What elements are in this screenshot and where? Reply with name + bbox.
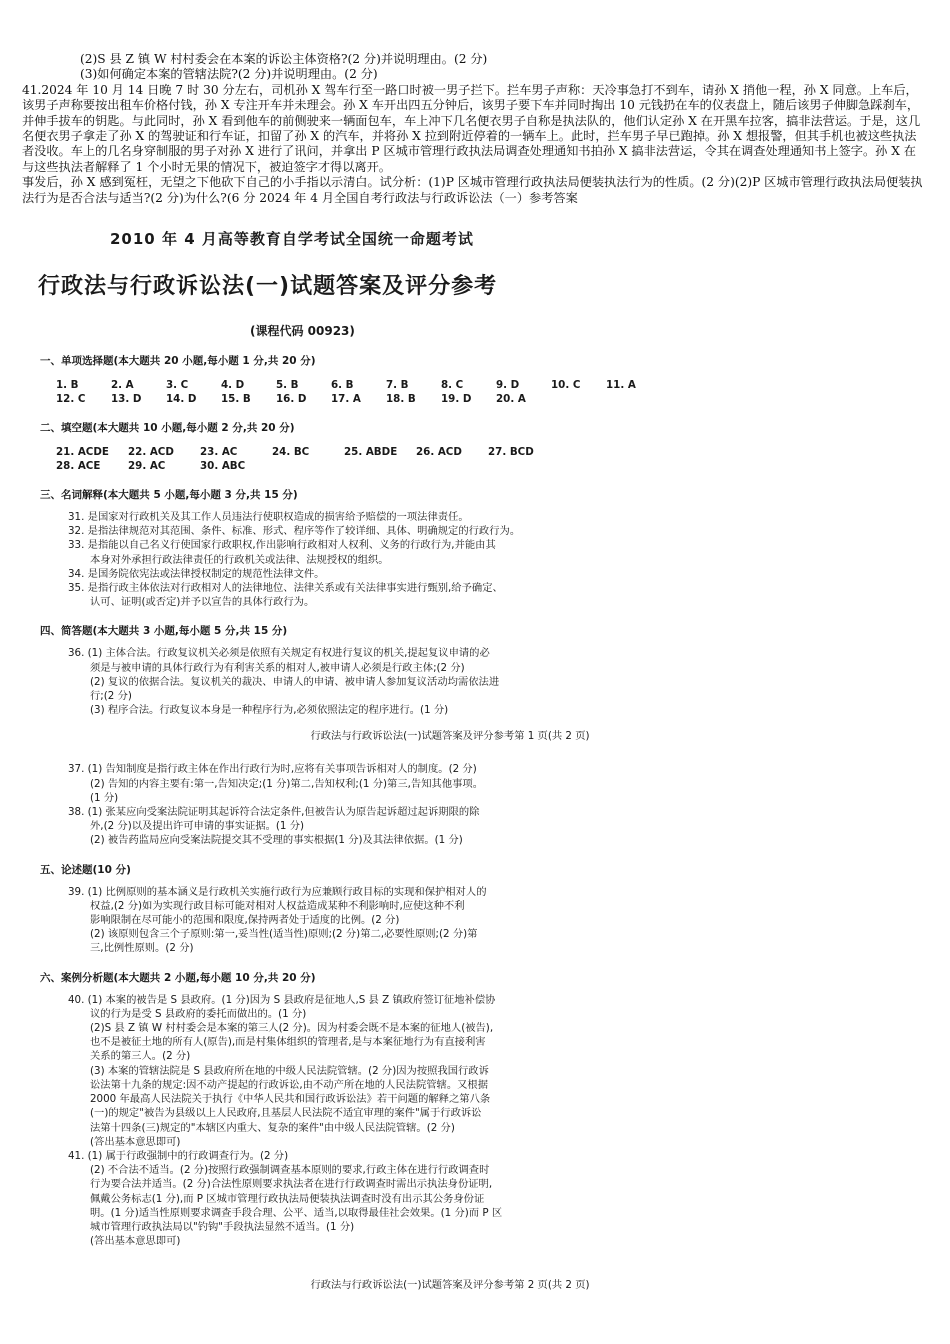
answer-34: 34. 是国务院依宪法或法律授权制定的规范性法律文件。	[68, 567, 325, 580]
answer-36-1: 36. (1) 主体合法。行政复议机关必须是依照有关规定有权进行复议的机关,提起复议申请的必	[68, 647, 490, 660]
answer-40-3-cont: 讼法第十九条的规定:因不动产提起的行政诉讼,由不动产所在地的人民法院管辖。又根据	[90, 1078, 489, 1091]
answer-36-1-cont: 须是与被申请的具体行政行为有利害关系的相对人,被申请人必须是行政主体;(2 分)	[90, 661, 465, 674]
course-code: (课程代码 00923)	[250, 324, 355, 338]
answer: 12. C	[56, 393, 86, 405]
answer-40-2-cont2: 关系的第三人。(2 分)	[90, 1050, 191, 1063]
answer: 24. BC	[272, 446, 310, 458]
answer-40-2-cont: 也不是被征土地的所有人(原告),而是村集体组织的管理者,是与本案征地行为有直接利害	[90, 1036, 486, 1049]
answer-36-3: (3) 程序合法。行政复议本身是一种程序行为,必须依照法定的程序进行。(1 分)	[90, 704, 449, 717]
section-heading-terms: 三、名词解释(本大题共 5 小题,每小题 3 分,共 15 分)	[40, 489, 298, 501]
answer: 17. A	[331, 393, 361, 405]
question-41-prompt: 事发后，孙 X 感到冤枉，无望之下他砍下自己的小手指以示清白。试分析：(1)P 区城市管理行政执法局便装执法行为的性质。(2 分)(2)P 区城市管理行政执法局便装执法行为是否合法与适当?(2 分)为什么?(6 分 2024 年 4 月全国自考行政法与行政诉讼法（一）参考答案	[22, 175, 923, 205]
answer-37-2: (2) 告知的内容主要有:第一,告知决定;(1 分)第二,告知权利;(1 分)第三,告知其他事项。	[90, 777, 484, 790]
answer: 10. C	[551, 379, 581, 391]
answer: 15. B	[221, 393, 251, 405]
question-41-case: 41.2024 年 10 月 14 日晚 7 时 30 分左右，司机孙 X 驾车行至一路口时被一男子拦下。拦车男子声称：天冷事急打不到车，请孙 X 捎他一程，孙 X 同意。上车后，该男子声称要按出租车价格付钱，孙 X 专注开车并未理会。孙 X 车开出四五分钟后，该男子要下车并同时掏出 10 元钱扔在车的仪表盘上，随后该男子伸脚急踩刹车，并伸手拔车的钥匙。与此同时，孙 X 看到他车的前侧驶来一辆面包车，车上冲下几名便衣男子自称是执法队的，他们认定孙 X 在开黑车拉客，搞非法营运。于是，这几名便衣男子拿走了孙 X 的驾驶证和行车证，扣留了孙 X 的汽车，并将孙 X 拉到附近停着的一辆车上。此时，拦车男子早已跑掉。孙 X 想报警，但其手机也被这些执法者没收。车上的几名身穿制服的男子对孙 X 进行了讯问，并拿出 P 区城市管理行政执法局调查处理通知书拍孙 X 搞非法营运，令其在调查处理通知书上签字。孙 X 在与这些执法者解释了 1 个小时无果的情况下，被迫签字才得以离开。	[22, 82, 921, 174]
mc-answers-row-2	[40, 392, 920, 406]
answer: 7. B	[386, 379, 409, 391]
answer: 11. A	[606, 379, 636, 391]
answer-33: 33. 是指能以自己名义行使国家行政职权,作出影响行政相对人权利、义务的行政行为,并能由其	[68, 539, 496, 552]
question-40-3: (3)如何确定本案的管辖法院?(2 分)并说明理由。(2 分)	[80, 67, 378, 82]
answer-41-2-cont4: 城市管理行政执法局以"钓钩"手段执法显然不适当。(1 分)	[90, 1220, 355, 1233]
fill-answers-row-1	[40, 445, 920, 459]
answer-sheet-title: 行政法与行政诉讼法(一)试题答案及评分参考	[38, 274, 498, 299]
answer: 5. B	[276, 379, 299, 391]
answer: 16. D	[276, 393, 307, 405]
answer: 8. C	[441, 379, 464, 391]
section-heading-short: 四、简答题(本大题共 3 小题,每小题 5 分,共 15 分)	[40, 625, 288, 638]
answer-37-1: 37. (1) 告知制度是指行政主体在作出行政行为时,应将有关事项告诉相对人的制度。(2 分)	[68, 763, 477, 776]
answer-36-2-cont: 行;(2 分)	[90, 690, 132, 703]
answer-38-1: 38. (1) 张某应向受案法院证明其起诉符合法定条件,但被告认为原告起诉超过起诉期限的除	[68, 806, 480, 819]
answer-39-1-cont: 权益,(2 分)如为实现行政目标可能对相对人权益造成某种不利影响时,应使这种不利	[90, 899, 465, 912]
section-heading-mc: 一、单项选择题(本大题共 20 小题,每小题 1 分,共 20 分)	[40, 355, 316, 367]
mc-answers-row-1	[40, 378, 920, 392]
answer-41-2-cont: 行为要合法并适当。(2 分)合法性原则要求执法者在进行行政调查时需出示执法身份证明,	[90, 1178, 493, 1191]
section-heading-fill: 二、填空题(本大题共 10 小题,每小题 2 分,共 20 分)	[40, 422, 295, 434]
answer-38-2: (2) 被告药监局应向受案法院提交其不受理的事实根据(1 分)及其法律依据。(1 分)	[90, 834, 463, 847]
page-footer-1: 行政法与行政诉讼法(一)试题答案及评分参考第 1 页(共 2 页)	[310, 730, 590, 743]
answer: 19. D	[441, 393, 472, 405]
answer: 2. A	[111, 379, 134, 391]
top-text-block	[22, 52, 928, 206]
question-40-2: (2)S 县 Z 镇 W 村村委会在本案的诉讼主体资格?(2 分)并说明理由。(2 分)	[80, 52, 488, 66]
answer: 30. ABC	[200, 460, 246, 472]
page-footer-2: 行政法与行政诉讼法(一)试题答案及评分参考第 2 页(共 2 页)	[310, 1279, 590, 1292]
fill-answers-row-2	[40, 459, 920, 473]
answer: 25. ABDE	[344, 446, 398, 458]
answer-40-note: (答出基本意思即可)	[90, 1135, 181, 1148]
answer: 1. B	[56, 379, 79, 391]
answer: 22. ACD	[128, 446, 174, 458]
answer-38-1-cont: 外,(2 分)以及提出许可申请的事实证据。(1 分)	[90, 820, 305, 833]
answer: 28. ACE	[56, 460, 101, 472]
answer: 21. ACDE	[56, 446, 109, 458]
answer-37-2-cont: (1 分)	[90, 791, 119, 804]
answer-39-1: 39. (1) 比例原则的基本涵义是行政机关实施行政行为应兼顾行政目标的实现和保护相对人的	[68, 885, 487, 898]
answer: 3. C	[166, 379, 189, 391]
answer: 27. BCD	[488, 446, 534, 458]
answer-40-3-cont4: 法第十四条(三)规定的"本辖区内重大、复杂的案件"由中级人民法院管辖。(2 分)	[90, 1121, 455, 1134]
answer-39-1-cont2: 影响限制在尽可能小的范围和限度,保持两者处于适度的比例。(2 分)	[90, 914, 400, 927]
answer: 20. A	[496, 393, 526, 405]
answer: 14. D	[166, 393, 197, 405]
answer-41-2-cont2: 佩戴公务标志(1 分),而 P 区城市管理行政执法局便装执法调查时没有出示其公务身份证	[90, 1192, 485, 1205]
answer: 29. AC	[128, 460, 166, 472]
answer-40-3-cont3: (一)的规定"被告为县级以上人民政府,且基层人民法院不适宜审理的案件"属于行政诉讼	[90, 1107, 482, 1120]
answer-40-3-cont2: 2000 年最高人民法院关于执行《中华人民共和国行政诉讼法》若干问题的解释之第八条	[90, 1093, 491, 1106]
answer: 23. AC	[200, 446, 238, 458]
exam-title: 2010 年 4 月高等教育自学考试全国统一命题考试	[110, 230, 474, 248]
answer-41-1: 41. (1) 属于行政强制中的行政调查行为。(2 分)	[68, 1149, 289, 1162]
answer-40-1: 40. (1) 本案的被告是 S 县政府。(1 分)因为 S 县政府是征地人,S 县 Z 镇政府签订征地补偿协	[68, 993, 496, 1006]
section-heading-case: 六、案例分析题(本大题共 2 小题,每小题 10 分,共 20 分)	[40, 971, 316, 984]
answer: 18. B	[386, 393, 416, 405]
answer-33-cont: 本身对外承担行政法律责任的行政机关或法律、法规授权的组织。	[90, 553, 389, 566]
answer-40-3: (3) 本案的管辖法院是 S 县政府所在地的中级人民法院管辖。(2 分)因为按照我国行政诉	[90, 1064, 489, 1077]
section-heading-essay: 五、论述题(10 分)	[40, 863, 131, 876]
answer: 4. D	[221, 379, 245, 391]
answer-39-2: (2) 该原则包含三个子原则:第一,妥当性(适当性)原则;(2 分)第二,必要性原则;(2 分)第	[90, 928, 478, 941]
answer: 9. D	[496, 379, 520, 391]
scanned-answer-sheet	[40, 228, 920, 1311]
answer: 13. D	[111, 393, 142, 405]
answer-41-2-cont3: 明。(1 分)适当性原则要求调查手段合理、公平、适当,以取得最佳社会效果。(1 分)而 P 区	[90, 1206, 503, 1219]
answer-36-2: (2) 复议的依据合法。复议机关的裁决、申请人的申请、被申请人参加复议活动均需依法进	[90, 675, 500, 688]
answer-41-note: (答出基本意思即可)	[90, 1235, 181, 1248]
answer-35: 35. 是指行政主体依法对行政相对人的法律地位、法律关系或有关法律事实进行甄别,给予确定、	[68, 582, 503, 595]
answer-31: 31. 是国家对行政机关及其工作人员违法行使职权造成的损害给予赔偿的一项法律责任。	[68, 511, 469, 523]
answer-40-2: (2)S 县 Z 镇 W 村村委会是本案的第三人(2 分)。因为村委会既不是本案的征地人(被告),	[90, 1022, 494, 1035]
answer: 6. B	[331, 379, 354, 391]
answer-41-2: (2) 不合法不适当。(2 分)按照行政强制调查基本原则的要求,行政主体在进行行政调查时	[90, 1164, 490, 1177]
answer: 26. ACD	[416, 446, 462, 458]
answer-40-1-cont: 议的行为是受 S 县政府的委托而做出的。(1 分)	[90, 1007, 307, 1020]
answer-32: 32. 是指法律规范对其范围、条件、标准、形式、程序等作了较详细、具体、明确规定的行政行为。	[68, 525, 521, 538]
answer-35-cont: 认可、证明(或否定)并予以宣告的具体行政行为。	[90, 596, 315, 609]
answer-39-2-cont: 三,比例性原则。(2 分)	[90, 942, 194, 955]
